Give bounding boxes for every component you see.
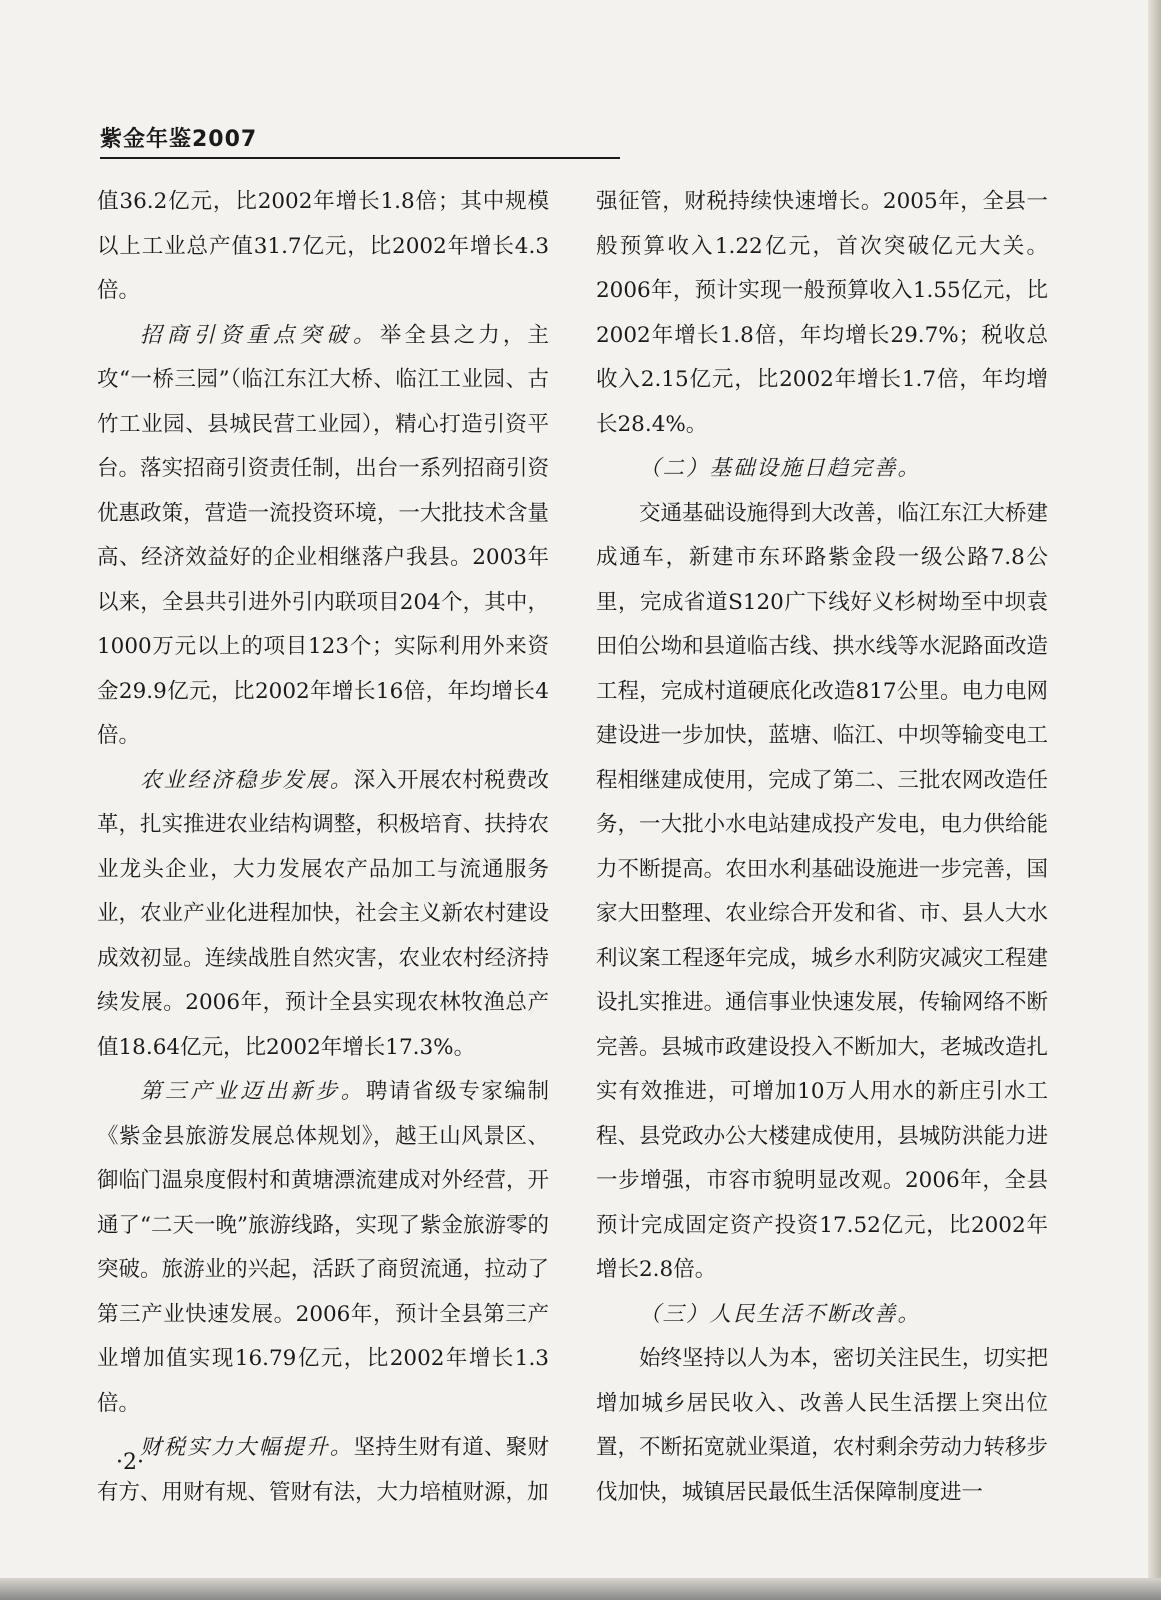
paragraph-finance: [97, 1426, 549, 1515]
paragraph-livelihood: 始终坚持以人为本，密切关注民生，切实把增加城乡居民收入、改善人民生活摆上突出位置，不断拓宽就业渠道，农村剩余劳动力转移步伐加快，城镇居民最低生活保障制度进一: [596, 1346, 1048, 1505]
scan-edge-right: [1148, 0, 1161, 1600]
header-rule: [100, 157, 620, 159]
paragraph-investment-body: 举全县之力，主攻“一桥三园”（临江东江大桥、临江工业园、古竹工业园、县城民营工业园），精心打造引资平台。落实招商引资责任制，出台一系列招商引资优惠政策，营造一流投资环境，一大批技术含量高、经济效益好的企业相继落户我县。2003年以来，全县共引进外引内联项目204个，其中，1000万元以上的项目123个；实际利用外来资金29.9亿元，比2002年增长16倍，年均增长4倍。: [97, 322, 549, 748]
subhead-finance: 财税实力大幅提升。: [140, 1435, 354, 1460]
paragraph-finance-body: 坚持生财有道、聚财有方、用财有规、管财有法，大力培植财源，加: [97, 1435, 549, 1505]
paragraph-infrastructure: 交通基础设施得到大改善，临江东江大桥建成通车，新建市东环路紫金段一级公路7.8公里，完成省道S120广下线好义杉树坳至中坝袁田伯公坳和县道临古线、拱水线等水泥路面改造工程，完成村道硬底化改造817公里。电力电网建设进一步加快，蓝塘、临江、中坝等输变电工程相继建成使用，完成了第二、三批农网改造任务，一大批小水电站建成投产发电，电力供给能力不断提高。农田水利基础设施进一步完善，国家大田整理、农业综合开发和省、市、县人大水利议案工程逐年完成，城乡水利防灾减灾工程建设扎实推进。通信事业快速发展，传输网络不断完善。县城市政建设投入不断加大，老城改造扎实有效推进，可增加10万人用水的新庄引水工程、县党政办公大楼建成使用，县城防洪能力进一步增强，市容市貌明显改观。2006年，全县预计完成固定资产投资17.52亿元，比2002年增长2.8倍。: [596, 500, 1048, 1282]
paragraph-tertiary: [97, 1070, 549, 1426]
right-column: [596, 180, 1048, 1515]
paragraph-tertiary-body: 聘请省级专家编制《紫金县旅游发展总体规划》，越王山风景区、御临门温泉度假村和黄塘漂流建成对外经营，开通了“二天一晚”旅游线路，实现了紫金旅游零的突破。旅游业的兴起，活跃了商贸流通，拉动了第三产业快速发展。2006年，预计全县第三产业增加值实现16.79亿元，比2002年增长1.3倍。: [97, 1079, 549, 1416]
running-title: 紫金年鉴2007: [100, 127, 258, 152]
left-column: [97, 180, 549, 1515]
subhead-agriculture: 农业经济稳步发展。: [140, 767, 354, 793]
paragraph-agriculture: [97, 759, 549, 1071]
subhead-tertiary: 第三产业迈出新步。: [140, 1079, 366, 1104]
page-number: ·2·: [116, 1450, 144, 1475]
paragraph-investment: [97, 314, 549, 759]
paragraph-finance-continued: 强征管，财税持续快速增长。2005年，全县一般预算收入1.22亿元，首次突破亿元大关。2006年，预计实现一般预算收入1.55亿元，比2002年增长1.8倍，年均增长29.7%；税收总收入2.15亿元，比2002年增长1.7倍，年均增长28.4%。: [596, 189, 1048, 437]
paragraph-industry-output: 值36.2亿元，比2002年增长1.8倍；其中规模以上工业总产值31.7亿元，比2002年增长4.3倍。: [97, 189, 549, 303]
scan-edge-bottom: [0, 1578, 1161, 1600]
paragraph-agriculture-body: 深入开展农村税费改革，扎实推进农业结构调整，积极培育、扶持农业龙头企业，大力发展农产品加工与流通服务业，农业产业化进程加快，社会主义新农村建设成效初显。连续战胜自然灾害，农业农村经济持续发展。2006年，预计全县实现农林牧渔总产值18.64亿元，比2002年增长17.3%。: [97, 767, 549, 1060]
subhead-investment: 招商引资重点突破。: [140, 322, 380, 348]
section-heading-livelihood: （三）人民生活不断改善。: [639, 1301, 922, 1327]
section-heading-infrastructure: （二）基础设施日趋完善。: [639, 456, 922, 481]
